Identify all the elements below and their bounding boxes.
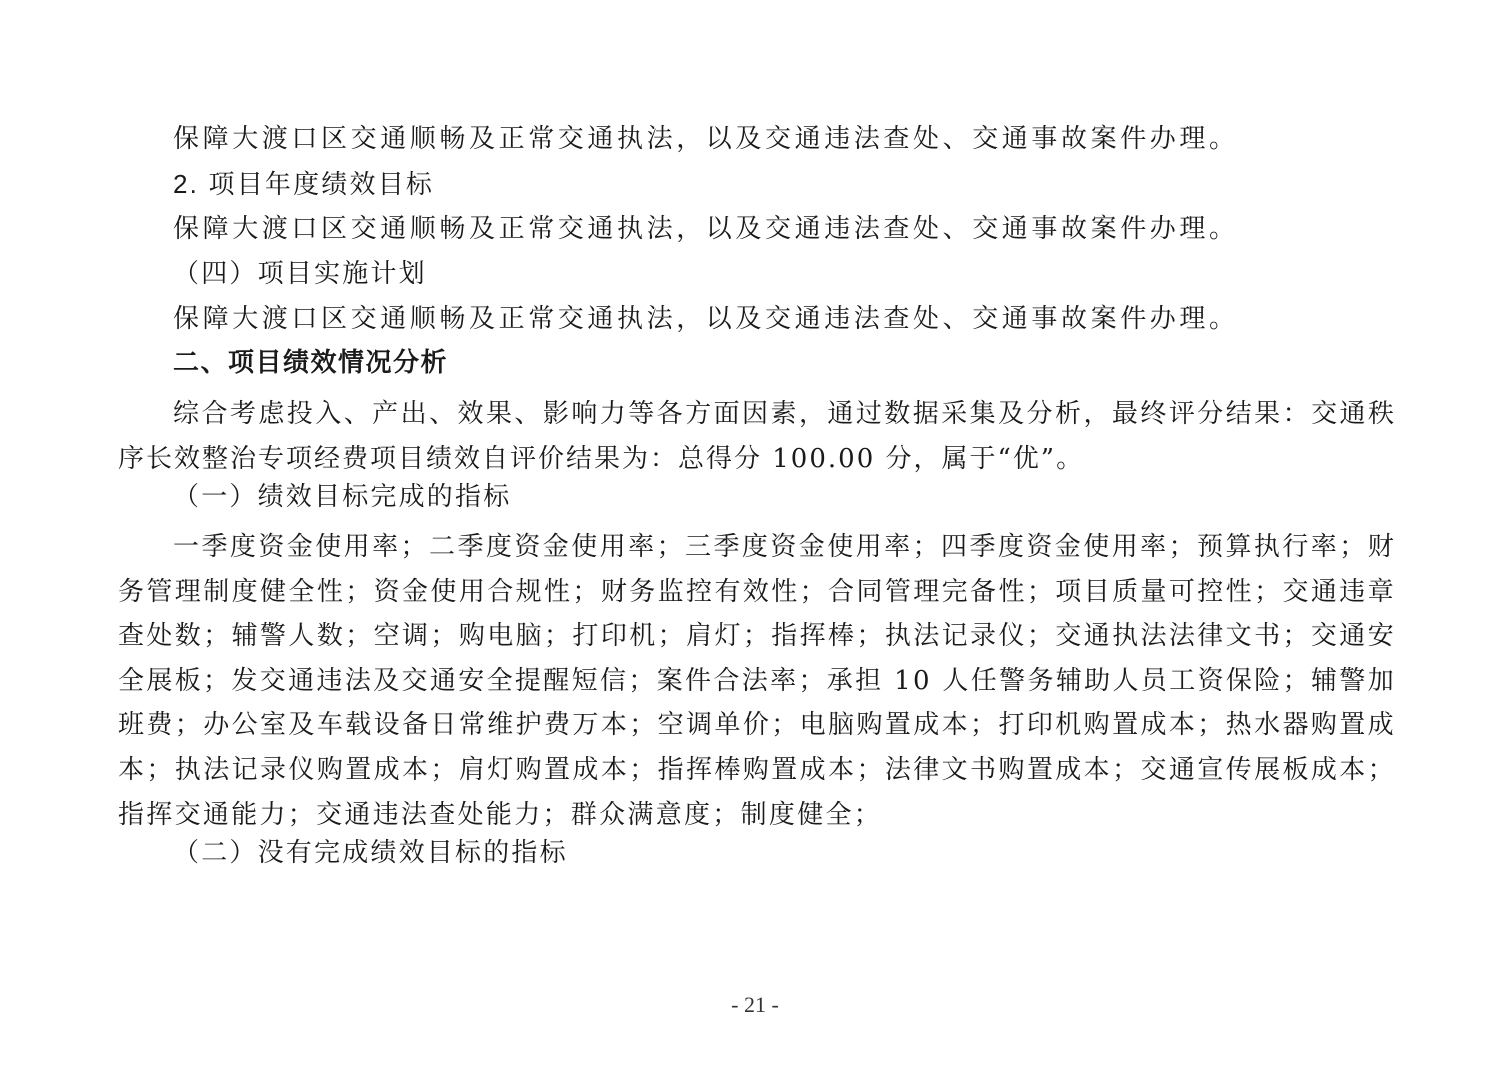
indicators-paragraph: 一季度资金使用率；二季度资金使用率；三季度资金使用率；四季度资金使用率；预算执行率；财务管理制度健全性；资金使用合规性；财务监控有效性；合同管理完备性；项目质量可控性；交通违章查处数；辅警人数；空调；购电脑；打印机；肩灯；指挥棒；执法记录仪；交通执法法律文书；交通安全展板；发交通违法及交通安全提醒短信；案件合法率；承担 10 人任警务辅助人员工资保险；辅警加班费；办公室及车载设备日常维护费万本；空调单价；电脑购置成本；打印机购置成本；热水器购置成本；执法记录仪购置成本；肩灯购置成本；指挥棒购置成本；法律文书购置成本；交通宣传展板成本；指挥交通能力；交通违法查处能力；群众满意度；制度健全； [118,532,1396,830]
summary-paragraph: 综合考虑投入、产出、效果、影响力等各方面因素，通过数据采集及分析，最终评分结果：交通秩序长效整治专项经费项目绩效自评价结果为：总得分 100.00 分，属于“优”。 [118,399,1396,474]
subsection-heading-not-completed-indicators: （二）没有完成绩效目标的指标 [173,838,568,868]
body-line-1: 保障大渡口区交通顺畅及正常交通执法，以及交通违法查处、交通事故案件办理。 [173,124,1239,154]
page-number: - 21 - [731,992,779,1017]
subsection-heading-completed-indicators: （一）绩效目标完成的指标 [173,482,512,512]
body-line-3: 保障大渡口区交通顺畅及正常交通执法，以及交通违法查处、交通事故案件办理。 [173,304,1239,334]
subsection-heading-implementation-plan: （四）项目实施计划 [173,259,427,289]
subsection-heading-annual-goal: 2. 项目年度绩效目标 [173,169,435,199]
body-line-2: 保障大渡口区交通顺畅及正常交通执法，以及交通违法查处、交通事故案件办理。 [173,214,1239,244]
section-heading-performance-analysis: 二、项目绩效情况分析 [173,348,449,378]
